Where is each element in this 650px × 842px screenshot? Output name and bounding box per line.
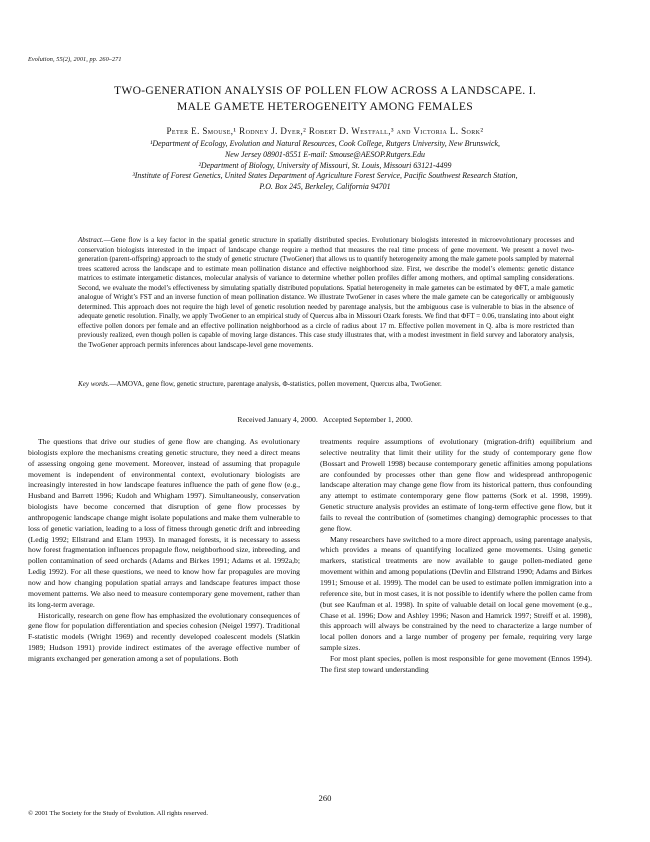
body-paragraph: The questions that drive our studies of gene flow are changing. As evolutionary biologists explore the mechanisms creating genetic structure, they need a direct means of assessing ongoing gene movement. Moreover, instead of assuming that propagule movement is independent of environmental context, evolutionary biologists are increasingly interested in how landscape features influence the path of gene flow (e.g., Husband and Barrett 1996; Kudoh and Whigham 1997). Simultaneously, conservation biologists have become concerned that disruption of gene flow processes by anthropogenic landscape change might isolate populations and make them vulnerable to loss of genetic variation, leading to a loss of fitness through genetic drift and inbreeding (Ledig 1992; Ellstrand and Elam 1993). In managed forests, it is necessary to assess how forest fragmentation influences propagule flow, neighborhood size, inbreeding, and pollen contamination of seed orchards (Adams and Birkes 1991; Adams et al. 1992a,b; Ledig 1992). For all these questions, we need to know how far propagules are moving now and how changing population spatial arrays and landscape features impact those movement patterns. We also need to measure contemporary gene movement, rather than its long-term average. [28,437,300,609]
received-accepted-dates: Received January 4, 2000. Accepted September 1, 2000. [237,415,413,424]
journal-citation: Evolution, 55(2), 2001, pp. 260–271 [28,56,122,63]
abstract [78,236,574,351]
body-column-right [320,437,592,676]
title-line-1: TWO-GENERATION ANALYSIS OF POLLEN FLOW ACROSS A LANDSCAPE. I. [113,84,537,97]
body-paragraph: treatments require assumptions of evolutionary (migration-drift) equilibrium and selective neutrality that limit their utility for the study of contemporary gene flow (Bossart and Prowell 1998) because contemporary genetic affinities among populations are confounded by processes other than gene flow and widespread anthropogenic landscape alteration may change gene flow from its historical pattern, thus confounding any attempt to estimate contemporary gene flow patterns (Sork et al. 1998, 1999). Genetic structure analysis provides an estimate of long-term effective gene flow, but it fails to reveal the contribution of (sometimes changing) demographic processes to that gene flow. [320,437,592,533]
affiliation-line: ¹Department of Ecology, Evolution and Natural Resources, Cook College, Rutgers University, New Brunswick, [150,139,500,148]
keywords-heading: Key words. [78,380,110,388]
affiliation-line: ²Department of Biology, University of Missouri, St. Louis, Missouri 63121-4499 [198,160,452,170]
body-paragraph: Historically, research on gene flow has emphasized the evolutionary consequences of gene flow for population differentiation and species cohesion (Neigel 1997). Traditional F-statistic models (Wright 1969) and recently developed coalescent models (Slatkin 1989; Hudson 1991) provide indirect estimates of the average effective number of migrants exchanged per generation among a set of populations. Both [28,610,300,663]
body-paragraph: Many researchers have switched to a more direct approach, using parentage analysis, which provides a means of quantifying localized gene movements. Using genetic markers, statistical treatments are now available to gauge pollen-mediated gene movement within and among populations (Devlin and Ellstrand 1990; Adams and Birkes 1991; Smouse et al. 1999). The model can be used to estimate pollen immigration into a reference site, but in most cases, it is not possible to identify where the pollen came from (but see Kaufman et al. 1998). In spite of valuable detail on local gene movement (e.g., Chase et al. 1996; Dow and Ashley 1996; Nason and Hamrick 1997; Streiff et al. 1998), this approach will always be constrained by the need to characterize a large number of local pollen donors and a large number of progeny per female, requiring very large sample sizes. [320,534,593,653]
article-title [40,83,610,115]
abstract-body: —Gene flow is a key factor in the spatial genetic structure in spatially distributed species. Evolutionary biologists interested in microevolutionary processes and conservation biologists interested in the impact of landscape change require a method that measures the real time process of gene movement. We present a novel two-generation (parent-offspring) approach to the study of genetic structure (TwoGener) that allows us to quantify heterogeneity among the male gamete pools sampled by maternal trees scattered across the landscape and to estimate mean pollination distance and effective neighborhood size. First, we describe the model’s elements: genetic distance matrices to estimate intergametic distances, molecular analysis of variance to determine whether pollen profiles differ among mothers, and optimal sampling considerations. Second, we evaluate the model’s effectiveness by simulating spatially distributed populations. Spatial heterogeneity in male gametes can be estimated by ΦFT, a male gametic analogue of Wright’s FST and an inverse function of mean pollination distance. We illustrate TwoGener in cases where the male gamete can be categorically or ambiguously determined. This approach does not require the high level of genetic resolution needed by parentage analysis, but the ambiguous case is vulnerable to bias in the absence of adequate genetic resolution. Finally, we apply TwoGener to an empirical study of Quercus alba in Missouri Ozark forests. We find that ΦFT = 0.06, translating into about eight effective pollen donors per female and an effective pollination neighborhood as a circle of radius about 17 m. Effective pollen movement in Q. alba is more restricted than previously realized, even though pollen is capable of moving large distances. This case study illustrates that, with a modest investment in field survey and laboratory analysis, the TwoGener approach permits inferences about landscape-level gene movements. [78,236,574,350]
copyright-notice: © 2001 The Society for the Study of Evolution. All rights reserved. [28,810,209,817]
title-line-2: MALE GAMETE HETEROGENEITY AMONG FEMALES [177,100,473,113]
affiliation-line: ³Institute of Forest Genetics, United States Department of Agriculture Forest Service, Pacific Southwest Research Station, [132,171,518,181]
body-column-left [28,437,300,665]
affiliation-line: P.O. Box 245, Berkeley, California 94701 [259,182,391,192]
page-number: 260 [318,793,332,803]
author-list: Peter E. Smouse,¹ Rodney J. Dyer,² Robert D. Westfall,³ and Victoria L. Sork² [166,126,484,136]
affiliations [20,139,630,193]
abstract-heading: Abstract. [78,236,104,244]
keywords [78,380,574,390]
keywords-body: —AMOVA, gene flow, genetic structure, parentage analysis, Φ-statistics, pollen movement, Quercus alba, TwoGener. [109,380,442,388]
affiliation-line: New Jersey 08901-8551 E-mail: Smouse@AESOP.Rutgers.Edu [225,149,425,159]
body-paragraph: For most plant species, pollen is most responsible for gene movement (Ennos 1994). The first step toward understanding [320,653,592,674]
